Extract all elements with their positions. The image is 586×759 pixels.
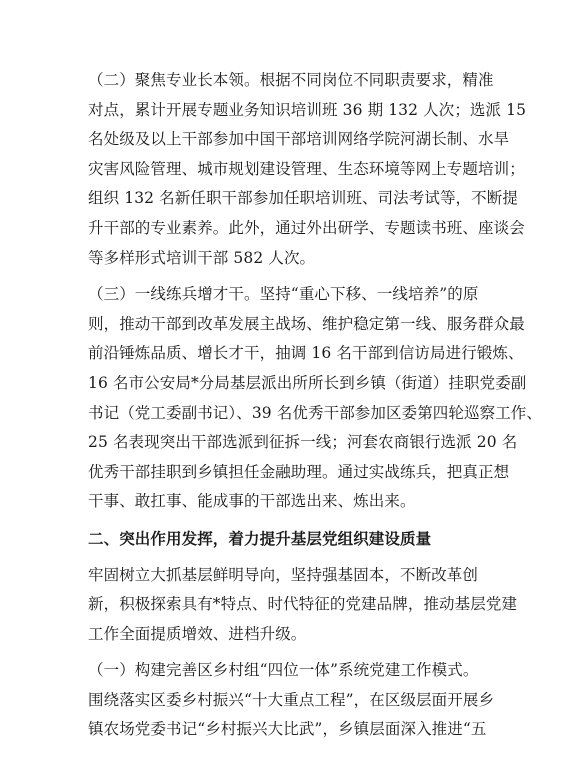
text-line: 16 名市公安局*分局基层派出所所长到乡镇（街道）挂职党委副	[88, 373, 527, 392]
text-line: 工作全面提质增效、进档升级。	[88, 624, 307, 643]
text-line: 灾害风险管理、城市规划建设管理、生态环境等网上专题培训；	[88, 159, 525, 178]
text-line: 牢固树立大抓基层鲜明导向，坚持强基固本，不断改革创	[88, 565, 479, 584]
paragraph-professional-skills	[88, 66, 527, 273]
text-line: 新，积极探索具有*特点、时代特征的党建品牌，推动基层党建	[88, 595, 518, 614]
text-line: （三）一线练兵增才干。坚持“重心下移、一线培养”的原	[88, 285, 479, 304]
paragraph-gap	[88, 649, 500, 656]
heading-line: 二、突出作用发挥，着力提升基层党组织建设质量	[88, 528, 432, 548]
text-line: 名处级及以上干部参加中国干部培训网络学院河湖长制、水旱	[88, 130, 510, 149]
text-line: 镇农场党委书记“乡村振兴大比武”，乡镇层面深入推进“五	[88, 720, 487, 739]
text-line: （一）构建完善区乡村组“四位一体”系统党建工作模式。	[88, 661, 479, 680]
paragraph-four-in-one-model	[88, 656, 500, 745]
paragraph-gap	[88, 554, 500, 561]
document-page	[88, 66, 543, 745]
text-line: 对点，累计开展专题业务知识培训班 36 期 132 人次；选派 15	[88, 100, 527, 119]
text-line: （二）聚焦专业长本领。根据不同岗位不同职责要求，精准	[88, 71, 494, 89]
paragraph-frontline-training	[88, 280, 543, 517]
text-line: 升干部的专业素养。此外，通过外出研学、专题读书班、座谈会	[88, 218, 525, 237]
paragraph-gap	[88, 517, 500, 524]
text-line: 优秀干部挂职到乡镇担任金融助理。通过实战练兵，把真正想	[88, 462, 510, 481]
text-line: 书记（党工委副书记）、39 名优秀干部参加区委第四轮巡察工作、	[88, 403, 543, 422]
text-line: 等多样形式培训干部 582 人次。	[88, 248, 316, 267]
text-line: 前沿锤炼品质、增长才干，抽调 16 名干部到信访局进行锻炼、	[88, 344, 524, 363]
paragraph-grassroots-guidance	[88, 561, 518, 650]
text-line: 围绕落实区委乡村振兴“十大重点工程”，在区级层面开展乡	[88, 690, 495, 709]
text-line: 干事、敢扛事、能成事的干部选出来、炼出来。	[88, 492, 416, 511]
text-line: 组织 132 名新任职干部参加任职培训班、司法考试等，不断提	[88, 189, 518, 208]
paragraph-gap	[88, 273, 500, 280]
text-line: 则，推动干部到改革发展主战场、维护稳定第一线、服务群众最	[88, 314, 525, 333]
text-line: 25 名表现突出干部选派到征拆一线；河套农商银行选派 20 名	[88, 433, 518, 452]
section-heading	[88, 524, 500, 554]
